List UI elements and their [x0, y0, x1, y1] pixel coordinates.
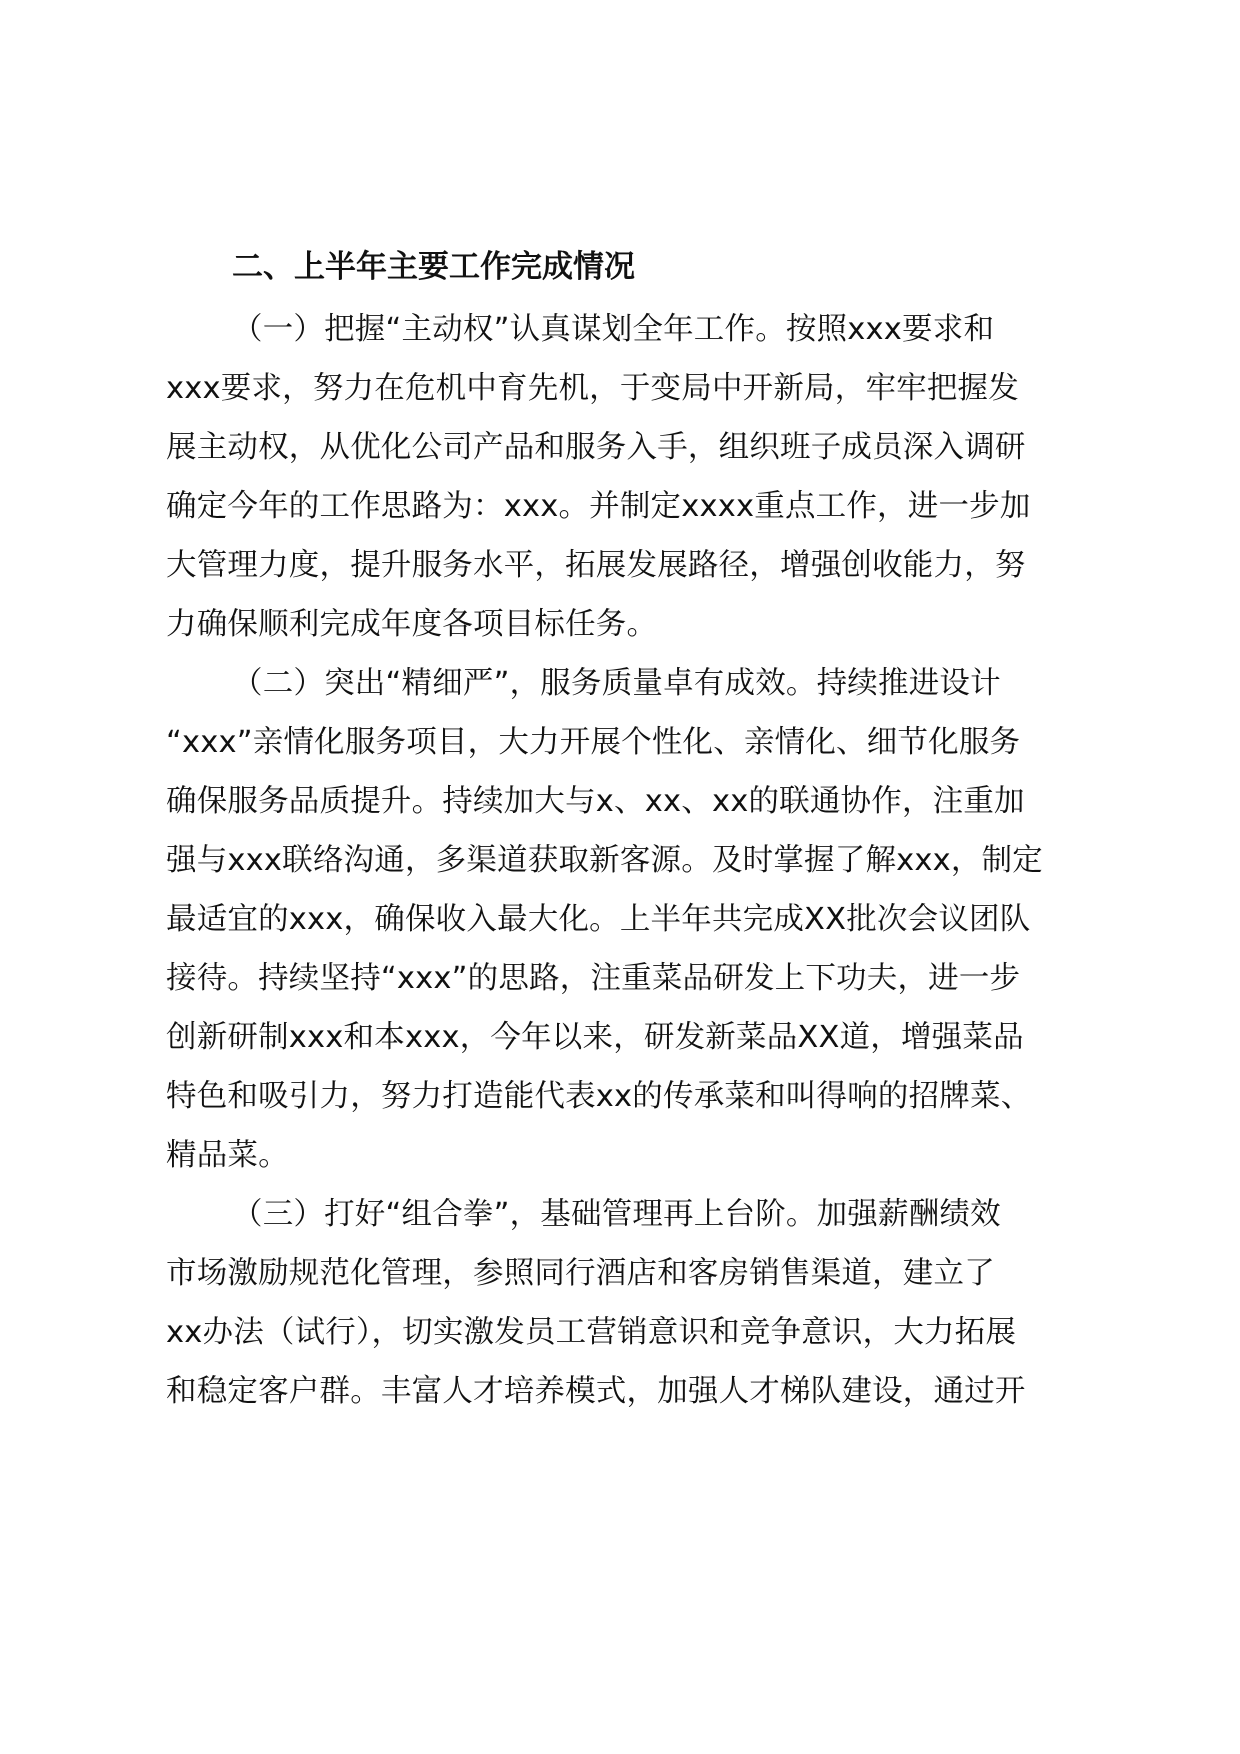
paragraph-2-line-3: 确保服务品质提升。持续加大与x、xx、xx的联通协作，注重加 — [166, 784, 1025, 819]
paragraph-2-line-7: 创新研制xxx和本xxx，今年以来，研发新菜品XX道，增强菜品 — [166, 1020, 1024, 1055]
paragraph-3-line-4: 和稳定客户群。丰富人才培养模式，加强人才梯队建设，通过开 — [166, 1374, 1026, 1409]
paragraph-1-line-3: 展主动权，从优化公司产品和服务入手，组织班子成员深入调研 — [166, 430, 1026, 465]
paragraph-2-line-4: 强与xxx联络沟通，多渠道获取新客源。及时掌握了解xxx，制定 — [166, 843, 1043, 878]
paragraph-2-line-6: 接待。持续坚持“xxx”的思路，注重菜品研发上下功夫，进一步 — [166, 961, 1021, 996]
paragraph-3-line-2: 市场激励规范化管理，参照同行酒店和客房销售渠道，建立了 — [166, 1256, 995, 1291]
paragraph-2-line-9: 精品菜。 — [166, 1138, 289, 1173]
paragraph-1-line-6: 力确保顺利完成年度各项目标任务。 — [166, 607, 658, 642]
paragraph-1-line-1: （一）把握“主动权”认真谋划全年工作。按照xxx要求和 — [232, 312, 995, 347]
paragraph-1-line-5: 大管理力度，提升服务水平，拓展发展路径，增强创收能力，努 — [166, 548, 1026, 583]
paragraph-2-line-2: “xxx”亲情化服务项目，大力开展个性化、亲情化、细节化服务 — [166, 725, 1021, 760]
paragraph-2-line-1: （二）突出“精细严”，服务质量卓有成效。持续推进设计 — [232, 666, 1001, 701]
paragraph-2-line-5: 最适宜的xxx，确保收入最大化。上半年共完成XX批次会议团队 — [166, 902, 1031, 937]
section-heading: 二、上半年主要工作完成情况 — [232, 249, 635, 285]
paragraph-2-line-8: 特色和吸引力，努力打造能代表xx的传承菜和叫得响的招牌菜、 — [166, 1079, 1032, 1114]
paragraph-1-line-2: xxx要求，努力在危机中育先机，于变局中开新局，牢牢把握发 — [166, 371, 1019, 406]
paragraph-3-line-3: xx办法（试行），切实激发员工营销意识和竞争意识，大力拓展 — [166, 1315, 1017, 1350]
paragraph-3-line-1: （三）打好“组合拳”，基础管理再上台阶。加强薪酬绩效 — [232, 1197, 1001, 1232]
paragraph-1-line-4: 确定今年的工作思路为：xxx。并制定xxxx重点工作，进一步加 — [166, 489, 1031, 524]
